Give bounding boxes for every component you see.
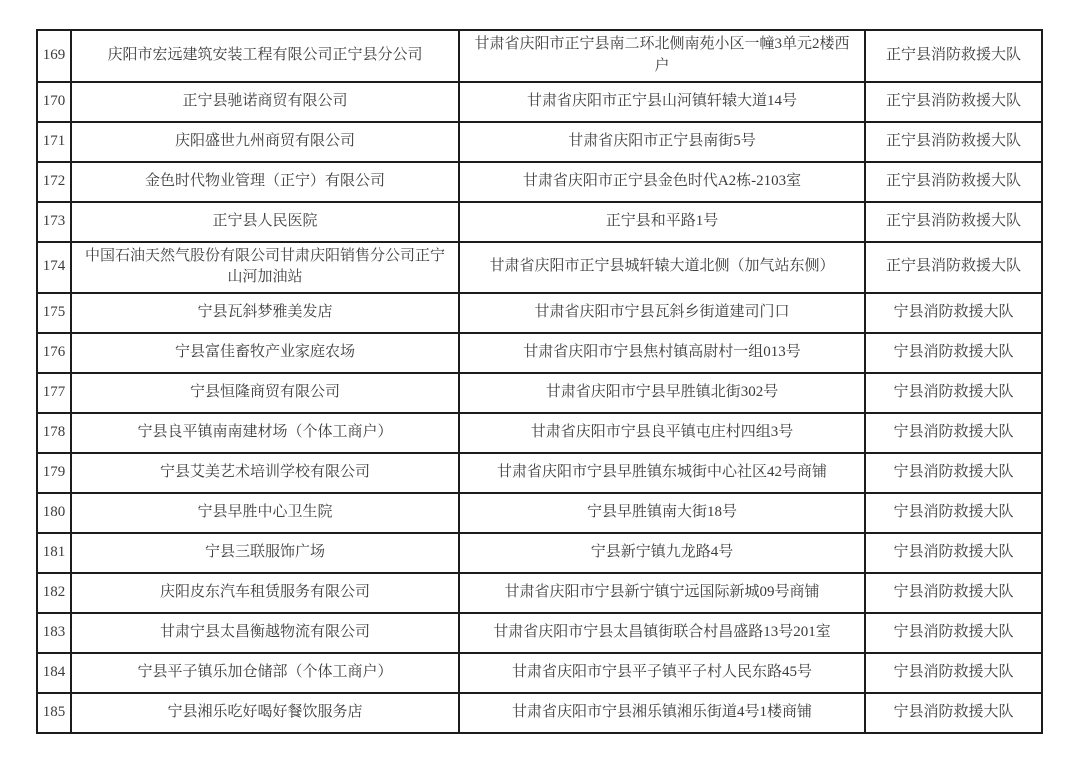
- row-number: 172: [37, 162, 71, 202]
- unit-name: 宁县恒隆商贸有限公司: [71, 373, 459, 413]
- unit-address: 甘肃省庆阳市宁县焦村镇高尉村一组013号: [459, 333, 865, 373]
- unit-name: 庆阳盛世九州商贸有限公司: [71, 122, 459, 162]
- table-row: [37, 333, 1042, 373]
- row-number: 176: [37, 333, 71, 373]
- unit-name: 宁县良平镇南南建材场（个体工商户）: [71, 413, 459, 453]
- unit-address: 甘肃省庆阳市正宁县南街5号: [459, 122, 865, 162]
- row-number: 180: [37, 493, 71, 533]
- brigade-name: 宁县消防救援大队: [865, 493, 1042, 533]
- unit-address: 甘肃省庆阳市宁县平子镇平子村人民东路45号: [459, 653, 865, 693]
- row-number: 183: [37, 613, 71, 653]
- table-row: [37, 453, 1042, 493]
- row-number: 178: [37, 413, 71, 453]
- table-row: [37, 162, 1042, 202]
- row-number: 179: [37, 453, 71, 493]
- row-number: 174: [37, 242, 71, 294]
- table-row: [37, 242, 1042, 294]
- table-row: [37, 293, 1042, 333]
- unit-address: 甘肃省庆阳市宁县太昌镇街联合村昌盛路13号201室: [459, 613, 865, 653]
- brigade-name: 宁县消防救援大队: [865, 373, 1042, 413]
- row-number: 184: [37, 653, 71, 693]
- table-row: [37, 202, 1042, 242]
- unit-name: 宁县湘乐吃好喝好餐饮服务店: [71, 693, 459, 733]
- unit-address: 甘肃省庆阳市宁县新宁镇宁远国际新城09号商铺: [459, 573, 865, 613]
- row-number: 171: [37, 122, 71, 162]
- unit-name: 宁县平子镇乐加仓储部（个体工商户）: [71, 653, 459, 693]
- brigade-name: 正宁县消防救援大队: [865, 162, 1042, 202]
- brigade-name: 正宁县消防救援大队: [865, 202, 1042, 242]
- unit-name: 正宁县驰诺商贸有限公司: [71, 82, 459, 122]
- unit-name: 宁县瓦斜梦雅美发店: [71, 293, 459, 333]
- brigade-name: 正宁县消防救援大队: [865, 122, 1042, 162]
- unit-name: 正宁县人民医院: [71, 202, 459, 242]
- table-row: [37, 613, 1042, 653]
- unit-name: 甘肃宁县太昌衡越物流有限公司: [71, 613, 459, 653]
- unit-address: 甘肃省庆阳市正宁县山河镇轩辕大道14号: [459, 82, 865, 122]
- unit-name: 金色时代物业管理（正宁）有限公司: [71, 162, 459, 202]
- row-number: 181: [37, 533, 71, 573]
- table-row: [37, 533, 1042, 573]
- unit-address: 甘肃省庆阳市宁县湘乐镇湘乐街道4号1楼商铺: [459, 693, 865, 733]
- unit-address: 甘肃省庆阳市宁县瓦斜乡街道建司门口: [459, 293, 865, 333]
- row-number: 173: [37, 202, 71, 242]
- unit-name: 宁县早胜中心卫生院: [71, 493, 459, 533]
- table-body: [37, 30, 1042, 733]
- brigade-name: 宁县消防救援大队: [865, 653, 1042, 693]
- table-row: [37, 493, 1042, 533]
- table-row: [37, 373, 1042, 413]
- unit-name: 宁县三联服饰广场: [71, 533, 459, 573]
- brigade-name: 宁县消防救援大队: [865, 333, 1042, 373]
- unit-name: 中国石油天然气股份有限公司甘肃庆阳销售分公司正宁山河加油站: [71, 242, 459, 294]
- brigade-name: 正宁县消防救援大队: [865, 30, 1042, 82]
- unit-address: 宁县早胜镇南大街18号: [459, 493, 865, 533]
- unit-address: 正宁县和平路1号: [459, 202, 865, 242]
- brigade-name: 正宁县消防救援大队: [865, 82, 1042, 122]
- row-number: 182: [37, 573, 71, 613]
- table-row: [37, 122, 1042, 162]
- brigade-name: 宁县消防救援大队: [865, 693, 1042, 733]
- brigade-name: 正宁县消防救援大队: [865, 242, 1042, 294]
- unit-name: 宁县艾美艺术培训学校有限公司: [71, 453, 459, 493]
- table-row: [37, 573, 1042, 613]
- unit-address: 甘肃省庆阳市正宁县城轩辕大道北侧（加气站东侧）: [459, 242, 865, 294]
- unit-address: 甘肃省庆阳市宁县早胜镇东城街中心社区42号商铺: [459, 453, 865, 493]
- table-row: [37, 413, 1042, 453]
- unit-address: 甘肃省庆阳市宁县早胜镇北街302号: [459, 373, 865, 413]
- table-row: [37, 653, 1042, 693]
- unit-address: 宁县新宁镇九龙路4号: [459, 533, 865, 573]
- brigade-name: 宁县消防救援大队: [865, 613, 1042, 653]
- unit-address: 甘肃省庆阳市宁县良平镇屯庄村四组3号: [459, 413, 865, 453]
- brigade-name: 宁县消防救援大队: [865, 533, 1042, 573]
- unit-name: 宁县富佳畜牧产业家庭农场: [71, 333, 459, 373]
- fire-supervision-units-table: [36, 29, 1043, 734]
- unit-name: 庆阳市宏远建筑安装工程有限公司正宁县分公司: [71, 30, 459, 82]
- row-number: 170: [37, 82, 71, 122]
- brigade-name: 宁县消防救援大队: [865, 413, 1042, 453]
- brigade-name: 宁县消防救援大队: [865, 573, 1042, 613]
- table-row: [37, 82, 1042, 122]
- table-row: [37, 30, 1042, 82]
- row-number: 177: [37, 373, 71, 413]
- unit-name: 庆阳皮东汽车租赁服务有限公司: [71, 573, 459, 613]
- brigade-name: 宁县消防救援大队: [865, 293, 1042, 333]
- unit-address: 甘肃省庆阳市正宁县金色时代A2栋-2103室: [459, 162, 865, 202]
- unit-address: 甘肃省庆阳市正宁县南二环北侧南苑小区一幢3单元2楼西户: [459, 30, 865, 82]
- brigade-name: 宁县消防救援大队: [865, 453, 1042, 493]
- row-number: 175: [37, 293, 71, 333]
- row-number: 169: [37, 30, 71, 82]
- table-row: [37, 693, 1042, 733]
- row-number: 185: [37, 693, 71, 733]
